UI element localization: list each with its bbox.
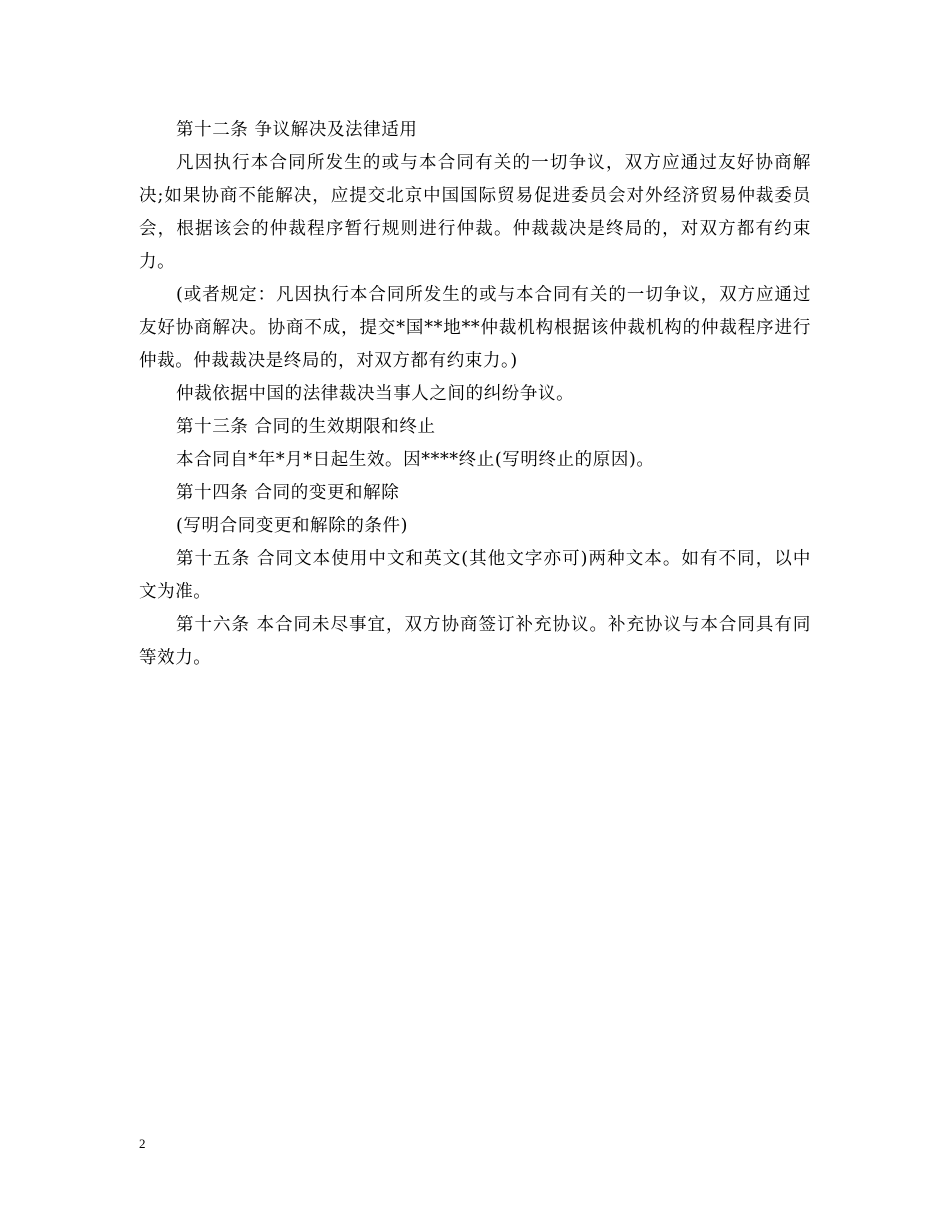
article-14-body: (写明合同变更和解除的条件) — [176, 516, 409, 536]
article-13-heading: 第十三条 合同的生效期限和终止 — [176, 417, 436, 437]
article-12-heading: 第十二条 争议解决及法律适用 — [176, 120, 418, 140]
article-14-heading: 第十四条 合同的变更和解除 — [176, 483, 400, 503]
article-12-body: 凡因执行本合同所发生的或与本合同有关的一切争议，双方应通过友好协商解决;如果协商不能解决，应提交北京中国国际贸易促进委员会对外经济贸易仲裁委员会，根据该会的仲裁程序暂行规则进行仲裁。仲裁裁决是终局的，对双方都有约束力。 — [139, 153, 811, 272]
article-12-alternative: (或者规定：凡因执行本合同所发生的或与本合同有关的一切争议，双方应通过友好协商解决。协商不成，提交*国**地**仲裁机构根据该仲裁机构的仲裁程序进行仲裁。仲裁裁决是终局的，对双方都有约束力。) — [139, 285, 811, 371]
article-13-body: 本合同自*年*月*日起生效。因****终止(写明终止的原因)。 — [176, 450, 655, 470]
article-16: 第十六条 本合同未尽事宜，双方协商签订补充协议。补充协议与本合同具有同等效力。 — [139, 615, 811, 668]
article-12-governing-law: 仲裁依据中国的法律裁决当事人之间的纠纷争议。 — [176, 384, 575, 404]
article-15: 第十五条 合同文本使用中文和英文(其他文字亦可)两种文本。如有不同，以中文为准。 — [139, 549, 811, 602]
page-number: 2 — [139, 1136, 146, 1151]
document-body — [139, 114, 811, 675]
